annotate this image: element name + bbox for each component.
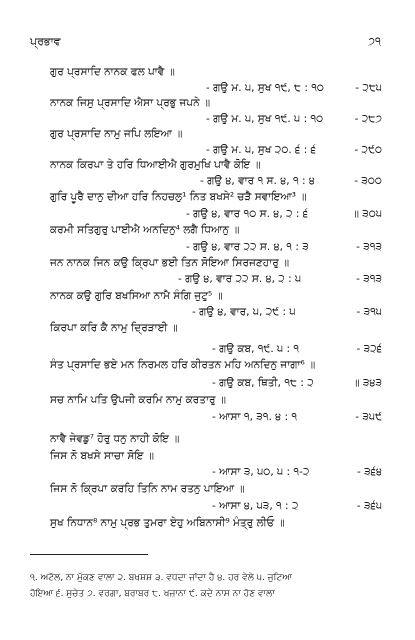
verse-reference: - ਗਉ ਕਬ, ੧੯. ੫ : ੧ xyxy=(212,343,300,355)
verse-line: ਜਿਸ ਨੋ ਬਖਸੇ ਸਾਚਾ ਸੋਇ ॥ xyxy=(50,450,154,462)
verse-reference: - ਆਸਾ ੧, ੩੧. ੪ : ੧ xyxy=(212,411,298,423)
verse-line: ਨਾਨਕ ਜਿਸੁ ਪ੍ਰਸਾਦਿ ਐਸਾ ਪ੍ਰਭੁ ਜਪਨੇ ॥ xyxy=(50,97,211,109)
verse-line: ਕਿਰਪਾ ਕਰਿ ਕੈ ਨਾਮੁ ਦ੍ਰਿੜਾਈ ॥ xyxy=(50,322,178,334)
verse-reference: - ਆਸਾ ੩, ੫੦, ੫ : ੧-੨ xyxy=(212,466,310,478)
verse-reference: - ਗਉ ੪, ਵਾਰ ੨੨ ਸ. ੪, ੧ : ੩ xyxy=(186,241,309,253)
verse-line: ਸੰਤ ਪ੍ਰਸਾਦਿ ਭਏ ਮਨ ਨਿਰਮਲ ਹਰਿ ਕੀਰਤਨ ਮਹਿ ਅਨਦਿਨੁ ਜਾਗਾ⁶ ॥ xyxy=(50,359,316,371)
verse-line: ਨਾਵੈ ਜੇਵਡੁ⁷ ਹੋਰੁ ਧਨੁ ਨਾਹੀ ਕੋਇ ॥ xyxy=(50,433,180,445)
footnote-line: ਹੋਇਆ ੬. ਸੁਚੇਤ ੭. ਵਰਗਾ, ਬਰਾਬਰ ੮. ਖਜ਼ਾਨਾ ੯. ਕਦੇ ਨਾਸ ਨਾ ਹੋਣ ਵਾਲਾ xyxy=(30,589,275,599)
page-ref-number: - ੨੯੦ xyxy=(354,144,382,156)
page-ref-number: - ੨੮੭ xyxy=(354,113,382,125)
verse-reference: - ਗਉ ਮ. ੫, ਸੁਖ ੨੦. ੬ : ੬ xyxy=(206,144,316,156)
verse-reference: - ਗਉ ੪, ਵਾਰ ੧ ਸ. ੪, ੧ : ੪ xyxy=(200,175,315,187)
verse-reference: - ਆਸਾ ੪, ੫੩, ੧ : ੨ xyxy=(212,500,299,512)
verse-reference: - ਗਉ ਮ. ੫, ਸੁਖ ੧੯, ੮ : ੧੦ xyxy=(206,82,324,94)
page-ref-number: - ੩੬੫ xyxy=(356,500,382,512)
verse-line: ਜਨ ਨਾਨਕ ਜਿਨ ਕਉ ਕ੍ਰਿਪਾ ਭਈ ਤਿਨ ਸੋਇਆ ਸਿਰਜਣਹਾਰੁ ॥ xyxy=(50,257,290,269)
verse-line: ਨਾਨਕ ਕਉ ਗੁਰਿ ਬਖਸਿਆ ਨਾਮੈ ਸੰਗਿ ਜੁਟੁ⁵ ॥ xyxy=(50,290,223,302)
verse-line: ਸੁਖ ਨਿਧਾਨ⁸ ਨਾਮੁ ਪ੍ਰਭ ਤੁਮਰਾ ਏਹੁ ਅਬਿਨਾਸੀ⁹ ਮੰਤ੍ਰੁ ਲੀਓ ॥ xyxy=(50,517,285,529)
verse-line: ਗੁਰ ਪ੍ਰਸਾਦਿ ਨਾਨਕ ਫਲ ਪਾਵੈ ॥ xyxy=(50,66,175,78)
verse-reference: - ਗਉ ਮ. ੫, ਸੁਖ ੧੯. ੫ : ੧੦ xyxy=(206,113,324,125)
page-ref-number: - ੩੧੩ xyxy=(356,241,382,253)
page-ref-number: - ੩੦੦ xyxy=(354,175,382,187)
verse-line: ਗੁਰ ਪ੍ਰਸਾਦਿ ਨਾਮੁ ਜਪਿ ਲਇਆ ॥ xyxy=(50,128,183,140)
page-ref-number: ॥ ੩੦੫ xyxy=(351,208,382,220)
verse-line: ਜਿਸ ਨੋ ਕ੍ਰਿਪਾ ਕਰਹਿ ਤਿਨਿ ਨਾਮ ਰਤਨੁ ਪਾਇਆ ॥ xyxy=(50,483,245,495)
page-ref-number: - ੩੧੩ xyxy=(356,273,382,285)
page-ref-number: ॥ ੩੪੩ xyxy=(352,377,382,389)
page-ref-number: - ੩੬੪ xyxy=(356,466,382,478)
page-header-left: ਪ੍ਰਭਾਵ xyxy=(30,35,61,48)
verse-line: ਗੁਰਿ ਪੂਰੈ ਦਾਨੁ ਦੀਆ ਹਰਿ ਨਿਹਚਲੁ¹ ਨਿਤ ਬਖਸੇ² ਚੜੈ ਸਵਾਇਆ³ ॥ xyxy=(50,191,307,203)
verse-line: ਕਰਮੀ ਸਤਿਗੁਰੁ ਪਾਈਐ ਅਨਦਿਨੁ⁴ ਲਗੈ ਧਿਆਨੁ ॥ xyxy=(50,224,240,236)
verse-reference: - ਗਉ ੪, ਵਾਰ, ੫, ੨੯ : ੫ xyxy=(192,306,296,318)
verse-line: ਸਚ ਨਾਮਿ ਪਤਿ ਉਪਜੀ ਕਰਮਿ ਨਾਮੁ ਕਰਤਾਰੁ ॥ xyxy=(50,394,226,406)
page-ref-number: - ੩੨੬ xyxy=(356,343,382,355)
verse-reference: - ਗਉ ੪, ਵਾਰ ੨੨ ਸ. ੪, ੨ : ੫ xyxy=(178,273,302,285)
footnote-line: ੧. ਅਟੱਲ, ਨਾ ਮੁੱਕਣ ਵਾਲਾ ੨. ਬਖਸ਼ਸ਼ ੩. ਵਧਦਾ ਜਾਂਦਾ ਹੈ ੪. ਹਰ ਵੇਲੇ ੫. ਜੁਟਿਆ xyxy=(30,573,293,583)
page-ref-number: - ੩੫੯ xyxy=(355,411,382,423)
verse-reference: - ਗਉ ੪, ਵਾਰ ੧੦ ਸ. ੪, ੨ : ੬ xyxy=(186,208,309,220)
verse-reference: - ਗਉ ਕਬ, ਥਿਤੀ, ੧੮ : ੨ xyxy=(212,377,314,389)
verse-line: ਨਾਨਕ ਕਿਰਪਾ ਤੇ ਹਰਿ ਧਿਆਈਐ ਗੁਰਮੁਖਿ ਪਾਵੈ ਕੋਇ ॥ xyxy=(50,159,261,171)
page-number: ੭੧ xyxy=(367,35,381,48)
page-ref-number: - ੩੧੫ xyxy=(356,306,382,318)
footnote-divider xyxy=(30,554,148,555)
page-ref-number: - ੨੮੫ xyxy=(355,82,382,94)
